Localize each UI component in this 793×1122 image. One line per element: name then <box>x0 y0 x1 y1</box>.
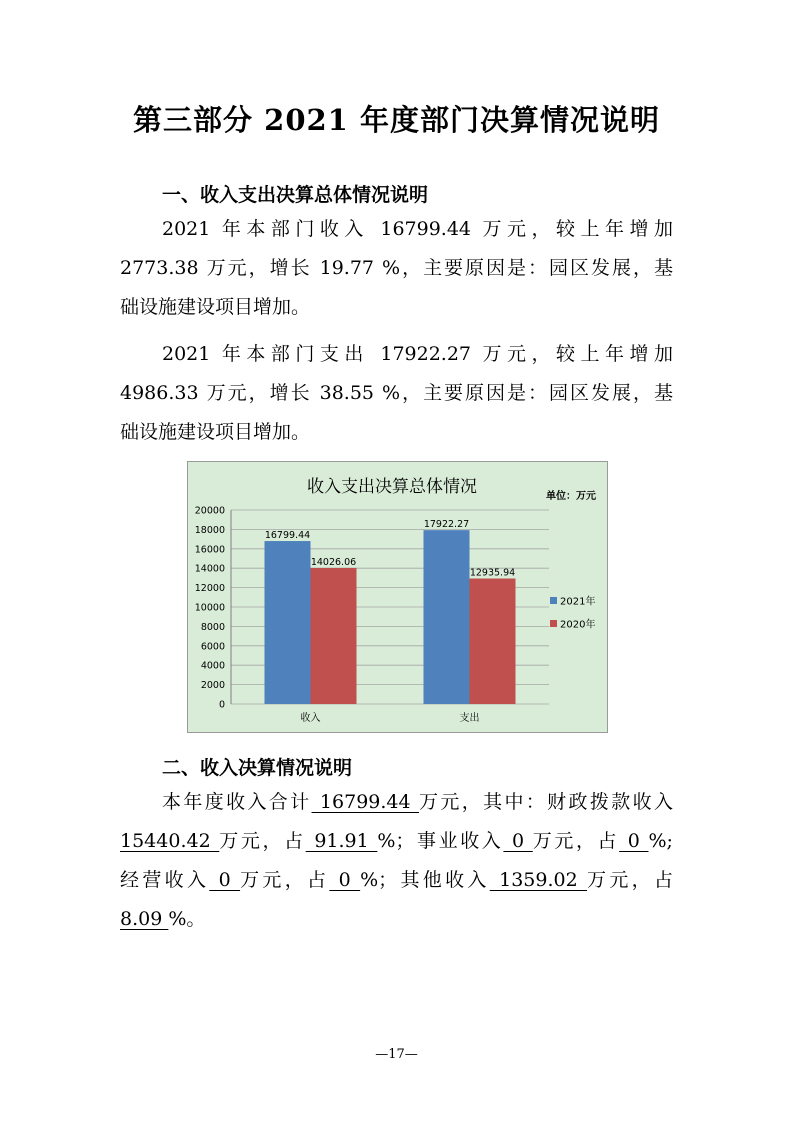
total-income-value: 16799.44 <box>311 791 419 813</box>
paragraph-line <box>120 783 673 822</box>
operating-percent-value: 0 <box>329 869 361 891</box>
paragraph-line <box>120 900 673 939</box>
text-run: %。 <box>168 908 206 930</box>
text-run: 本年度收入合计 <box>162 791 312 813</box>
section1-paragraph2 <box>120 335 673 452</box>
data-label: 14026.06 <box>310 556 357 568</box>
bar-收入-2020年 <box>311 568 357 704</box>
section2-paragraph <box>120 783 673 939</box>
legend-swatch <box>550 597 557 604</box>
text-run: 万元，占 <box>219 830 306 852</box>
data-label: 16799.44 <box>264 530 311 542</box>
text-run: 万元，占 <box>240 869 330 891</box>
section1-heading: 一、收入支出决算总体情况说明 <box>162 184 429 206</box>
paragraph-line: 2021 年本部门收入 16799.44 万元，较上年增加 <box>162 218 673 240</box>
other-percent-value: 8.09 <box>120 908 169 930</box>
x-tick-label: 支出 <box>459 713 480 724</box>
y-tick-label: 16000 <box>194 544 225 556</box>
text-run: 万元，占 <box>587 869 673 891</box>
legend-label: 2021年 <box>560 596 596 608</box>
y-tick-label: 0 <box>218 699 225 711</box>
text-run: 经营收入 <box>120 869 210 891</box>
operating-income-value: 0 <box>209 869 241 891</box>
bar-支出-2021年 <box>424 530 470 704</box>
data-label: 12935.94 <box>469 567 516 579</box>
y-tick-label: 6000 <box>200 641 225 653</box>
text-run: %；事业收入 <box>377 830 504 852</box>
business-income-value: 0 <box>503 830 533 852</box>
text-run: 万元，其中：财政拨款收入 <box>419 791 673 813</box>
business-percent-value: 0 <box>619 830 649 852</box>
y-tick-label: 20000 <box>194 505 225 517</box>
bar-收入-2021年 <box>265 541 311 704</box>
fiscal-percent-value: 91.91 <box>305 830 378 852</box>
chart-unit-label: 单位：万元 <box>546 491 596 502</box>
paragraph-line: 2021 年本部门支出 17922.27 万元，较上年增加 <box>162 343 673 365</box>
paragraph-line <box>120 861 673 900</box>
y-tick-label: 10000 <box>194 602 225 614</box>
legend-label: 2020年 <box>560 619 596 631</box>
chart-svg <box>187 461 608 733</box>
other-income-value: 1359.02 <box>489 869 588 891</box>
paragraph-line: 础设施建设项目增加。 <box>120 296 311 318</box>
paragraph-line: 4986.33 万元，增长 38.55 %，主要原因是：园区发展，基 <box>120 382 673 404</box>
y-tick-label: 8000 <box>200 621 225 633</box>
paragraph-line: 2773.38 万元，增长 19.77 %，主要原因是：园区发展，基 <box>120 257 673 279</box>
y-tick-label: 4000 <box>200 660 225 672</box>
paragraph-line: 础设施建设项目增加。 <box>120 421 311 443</box>
text-run: %；其他收入 <box>360 869 490 891</box>
page-title: 第三部分 2021 年度部门决算情况说明 <box>133 103 660 137</box>
legend-swatch <box>550 620 557 627</box>
y-tick-label: 14000 <box>194 563 225 575</box>
data-label: 17922.27 <box>423 519 470 531</box>
y-tick-label: 12000 <box>194 583 225 595</box>
fiscal-income-value: 15440.42 <box>120 830 220 852</box>
y-tick-label: 2000 <box>200 680 225 692</box>
x-tick-label: 收入 <box>300 713 321 724</box>
chart-title: 收入支出决算总体情况 <box>307 477 477 497</box>
bar-支出-2020年 <box>470 579 516 704</box>
chart-background <box>188 462 608 733</box>
section1-paragraph1 <box>120 210 673 327</box>
y-tick-label: 18000 <box>194 524 225 536</box>
income-expense-chart <box>187 461 608 733</box>
section2-heading: 二、收入决算情况说明 <box>162 757 353 779</box>
text-run: %; <box>648 830 673 852</box>
text-run: 万元，占 <box>532 830 620 852</box>
page-number: —17— <box>375 1047 418 1062</box>
paragraph-line <box>120 822 673 861</box>
